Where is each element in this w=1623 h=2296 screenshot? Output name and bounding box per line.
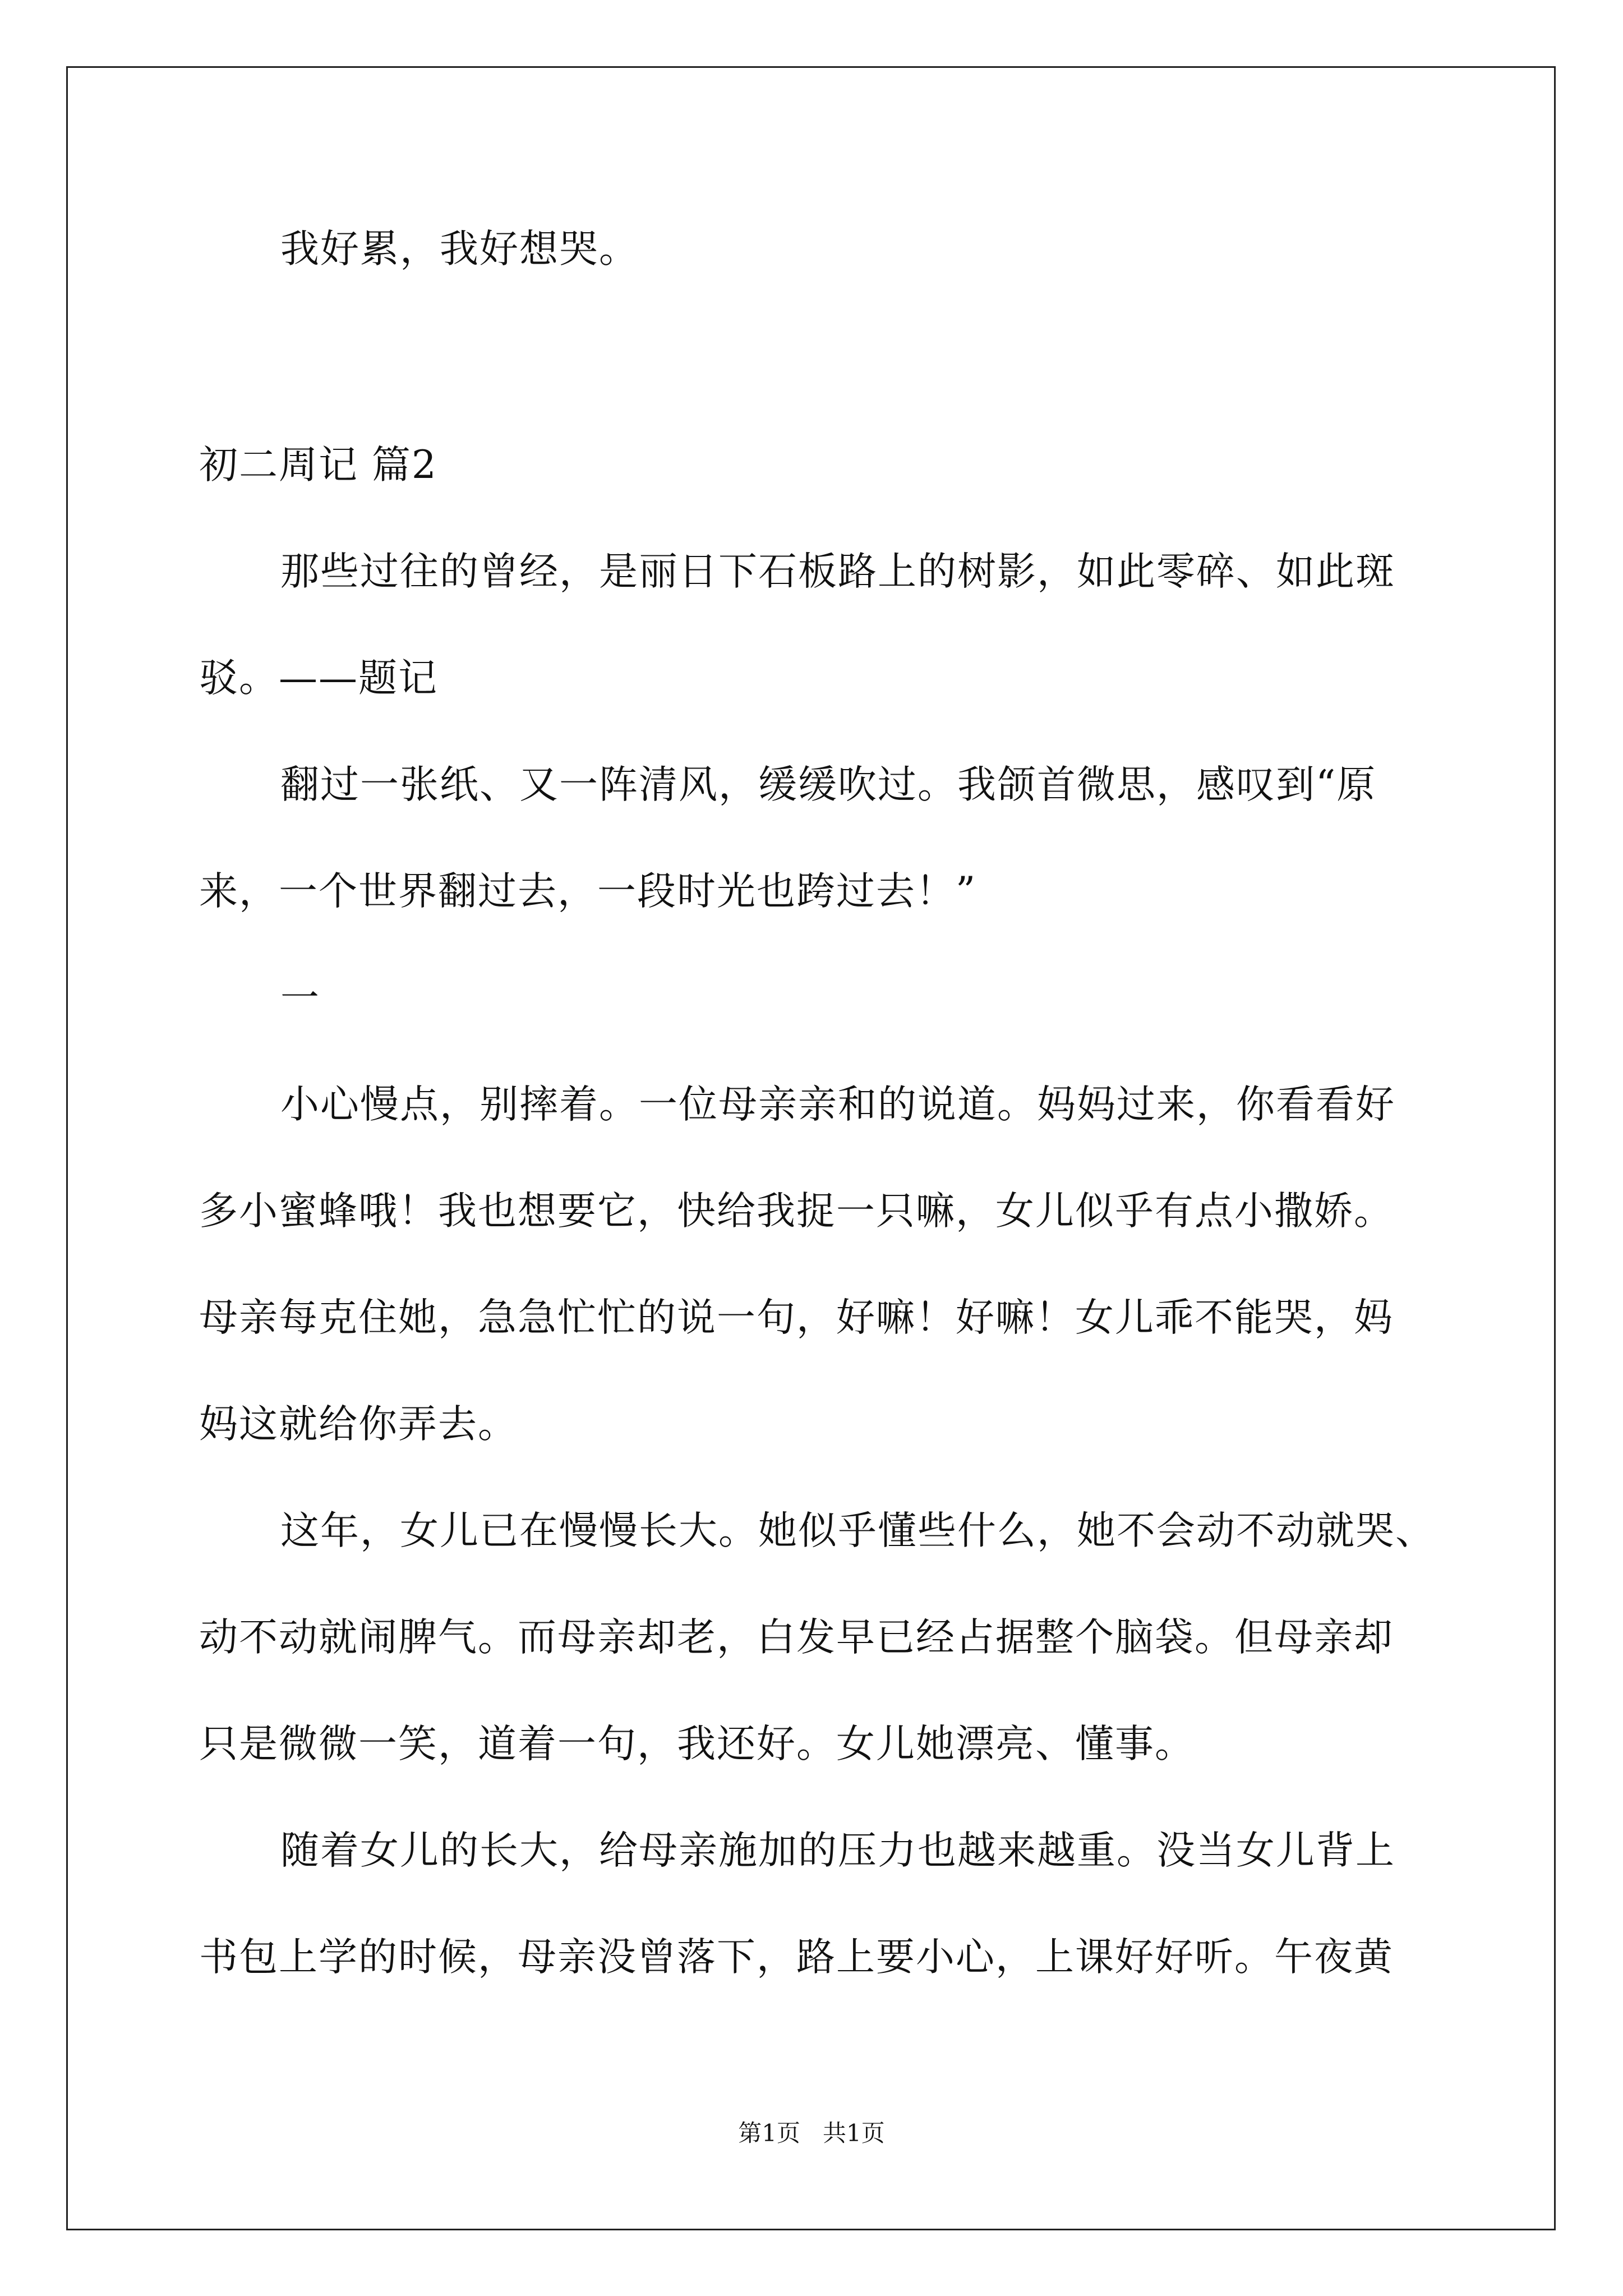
paragraph-3-line-2: 多小蜜蜂哦！我也想要它，快给我捉一只嘛，女儿似乎有点小撒娇。 xyxy=(199,1189,1394,1234)
paragraph-5-line-1: 随着女儿的长大，给母亲施加的压力也越来越重。没当女儿背上 xyxy=(280,1828,1395,1873)
paragraph-2-line-1: 翻过一张纸、又一阵清风，缓缓吹过。我颌首微思，感叹到“原 xyxy=(280,762,1377,807)
paragraph-4-line-3: 只是微微一笑，道着一句，我还好。女儿她漂亮、懂事。 xyxy=(199,1722,1195,1766)
paragraph-4-line-2: 动不动就闹脾气。而母亲却老，白发早已经占据整个脑袋。但母亲却 xyxy=(199,1615,1394,1660)
paragraph-3-line-1: 小心慢点，别摔着。一位母亲亲和的说道。妈妈过来，你看看好 xyxy=(280,1082,1395,1127)
section-marker: 一 xyxy=(280,976,320,1020)
paragraph-4-line-1: 这年，女儿已在慢慢长大。她似乎懂些什么，她不会动不动就哭、 xyxy=(280,1508,1435,1553)
paragraph-1-line-2: 驳。——题记 xyxy=(199,656,438,701)
page-footer: 第1页 共1页 xyxy=(738,2119,885,2147)
paragraph-2-line-2: 来，一个世界翻过去，一段时光也跨过去！” xyxy=(199,869,977,914)
page-border xyxy=(66,66,1556,2230)
paragraph-5-line-2: 书包上学的时候，母亲没曾落下，路上要小心，上课好好听。午夜黄 xyxy=(199,1935,1394,1980)
section-heading: 初二周记 篇2 xyxy=(199,443,437,487)
intro-line: 我好累，我好想哭。 xyxy=(280,227,639,272)
paragraph-1-line-1: 那些过往的曾经，是丽日下石板路上的树影，如此零碎、如此斑 xyxy=(280,549,1395,594)
paragraph-3-line-3: 母亲每克住她，急急忙忙的说一句，好嘛！好嘛！女儿乖不能哭，妈 xyxy=(199,1295,1394,1340)
paragraph-3-line-4: 妈这就给你弄去。 xyxy=(199,1402,518,1447)
